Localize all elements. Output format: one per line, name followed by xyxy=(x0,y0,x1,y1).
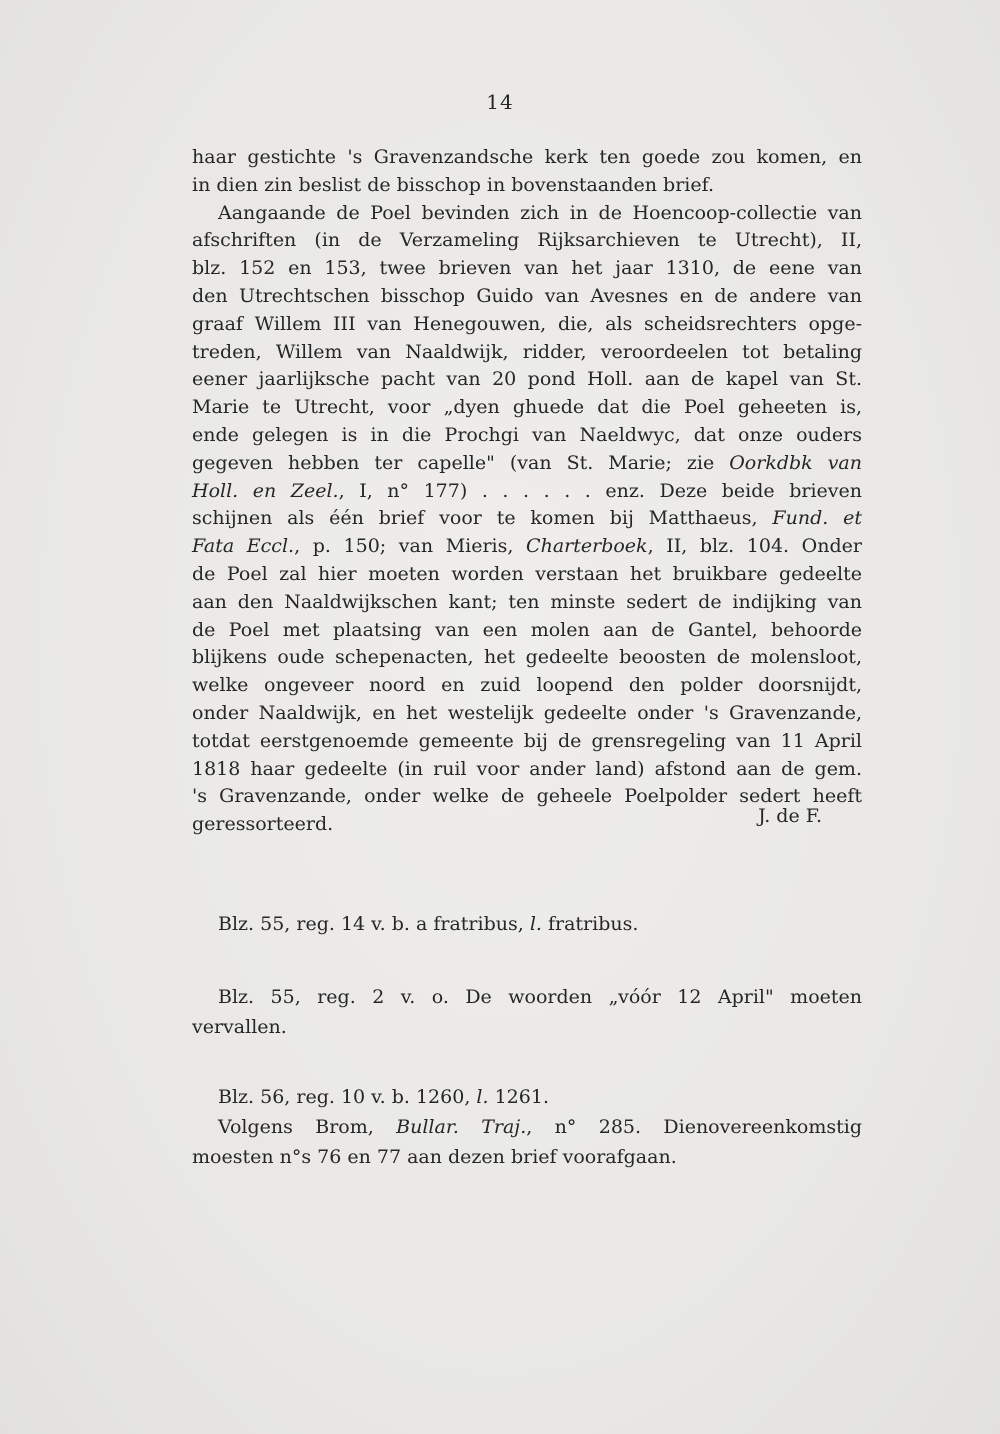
text-line: haar gestichte 's Gravenzandsche kerk ten goede zou komen, en xyxy=(192,146,862,168)
text-line: blz. 152 en 153, twee brieven van het jaar 1310, de eene van xyxy=(192,257,862,280)
text-line: Aangaande de Poel bevinden zich in de Hoencoop-collectie van xyxy=(218,201,862,224)
text-line: ende gelegen is in die Prochgi van Naeldwyc, dat onze ouders xyxy=(192,423,862,446)
text-line xyxy=(192,909,862,939)
signature: J. de F. xyxy=(758,805,822,828)
text-line: in dien zin beslist de bisschop in bovenstaanden brief. xyxy=(192,173,715,196)
text-segment: fratribus. xyxy=(547,913,639,935)
lees-marker: l. xyxy=(476,1086,489,1108)
text-line: afschriften (in de Verzameling Rijksarchieven te Utrecht), II, xyxy=(192,229,862,252)
text-line: blijkens oude schepenacten, het gedeelte beoosten de molensloot, xyxy=(192,646,862,669)
text-line: welke ongeveer noord en zuid loopend den polder doorsnijdt, xyxy=(192,674,862,697)
main-text xyxy=(192,144,862,839)
text-line xyxy=(192,1112,862,1142)
text-line: de Poel met plaatsing van een molen aan de Gantel, behoorde xyxy=(192,618,862,641)
text-line: graaf Willem III van Henegouwen, die, als scheidsrechters opge- xyxy=(192,312,862,335)
text-line xyxy=(192,505,862,533)
text-segment: , II, blz. 104. Onder xyxy=(647,535,862,558)
text-line: 1818 haar gedeelte (in ruil voor ander land) afstond aan de gem. xyxy=(192,757,862,780)
text-segment: Blz. 55, reg. 14 v. b. a fratribus, xyxy=(218,913,524,935)
errata-entry xyxy=(192,982,862,1042)
text-line: totdat eerstgenoemde gemeente bij de grensregeling van 11 April xyxy=(192,729,862,752)
text-segment: 1261. xyxy=(494,1086,549,1108)
text-line: de Poel zal hier moeten worden verstaan het bruikbare gedeelte xyxy=(192,562,862,585)
reference-charterboek: Charterboek xyxy=(526,535,648,558)
reference-oorkdbk: Oorkdbk van xyxy=(729,451,862,474)
text-line: Marie te Utrecht, voor „dyen ghuede dat die Poel geheeten is, xyxy=(192,396,862,419)
reference-fata: Fata Eccl. xyxy=(192,535,295,558)
text-line xyxy=(192,450,862,478)
text-line xyxy=(192,478,862,506)
text-segment: , I, n° 177) . . . . . . enz. Deze beide brieven xyxy=(338,479,862,502)
text-line: treden, Willem van Naaldwijk, ridder, veroordeelen tot betaling xyxy=(192,340,862,363)
reference-holl-zeel: Holl. en Zeel. xyxy=(192,479,339,502)
text-line xyxy=(192,1082,862,1112)
text-segment: , n° 285. Dienovereenkomstig xyxy=(526,1116,863,1138)
text-segment: Volgens Brom, xyxy=(218,1116,374,1138)
text-line: den Utrechtschen bisschop Guido van Avesnes en de andere van xyxy=(192,284,862,307)
reference-fund: Fund. et xyxy=(772,507,863,530)
text-line: Blz. 55, reg. 2 v. o. De woorden „vóór 12 April" moeten xyxy=(218,986,862,1008)
text-segment: Blz. 56, reg. 10 v. b. 1260, xyxy=(218,1086,471,1108)
text-segment: , p. 150; van Mieris, xyxy=(294,535,514,558)
text-line: eener jaarlijksche pacht van 20 pond Holl. aan de kapel van St. xyxy=(192,368,862,391)
closing-line xyxy=(192,805,862,839)
text-line: aan den Naaldwijkschen kant; ten minste sedert de indijking van xyxy=(192,590,862,613)
text-line: 's Gravenzande, onder welke de geheele Poelpolder sedert heeft xyxy=(192,785,862,808)
text-line xyxy=(192,533,862,561)
reference-bullar: Bullar. Traj. xyxy=(396,1116,527,1138)
text-line: onder Naaldwijk, en het westelijk gedeelte onder 's Gravenzande, xyxy=(192,701,862,724)
text-segment: geressorteerd. xyxy=(192,813,334,836)
lees-marker: l. xyxy=(529,913,542,935)
text-segment: gegeven hebben ter capelle" (van St. Marie; zie xyxy=(192,451,715,474)
page-number: 14 xyxy=(486,90,514,114)
errata-entry xyxy=(192,909,862,939)
errata-entry xyxy=(192,1082,862,1172)
text-line: vervallen. xyxy=(192,1016,287,1038)
text-line: moesten n°s 76 en 77 aan dezen brief voorafgaan. xyxy=(192,1146,677,1168)
text-segment: schijnen als één brief voor te komen bij Matthaeus, xyxy=(192,507,758,530)
